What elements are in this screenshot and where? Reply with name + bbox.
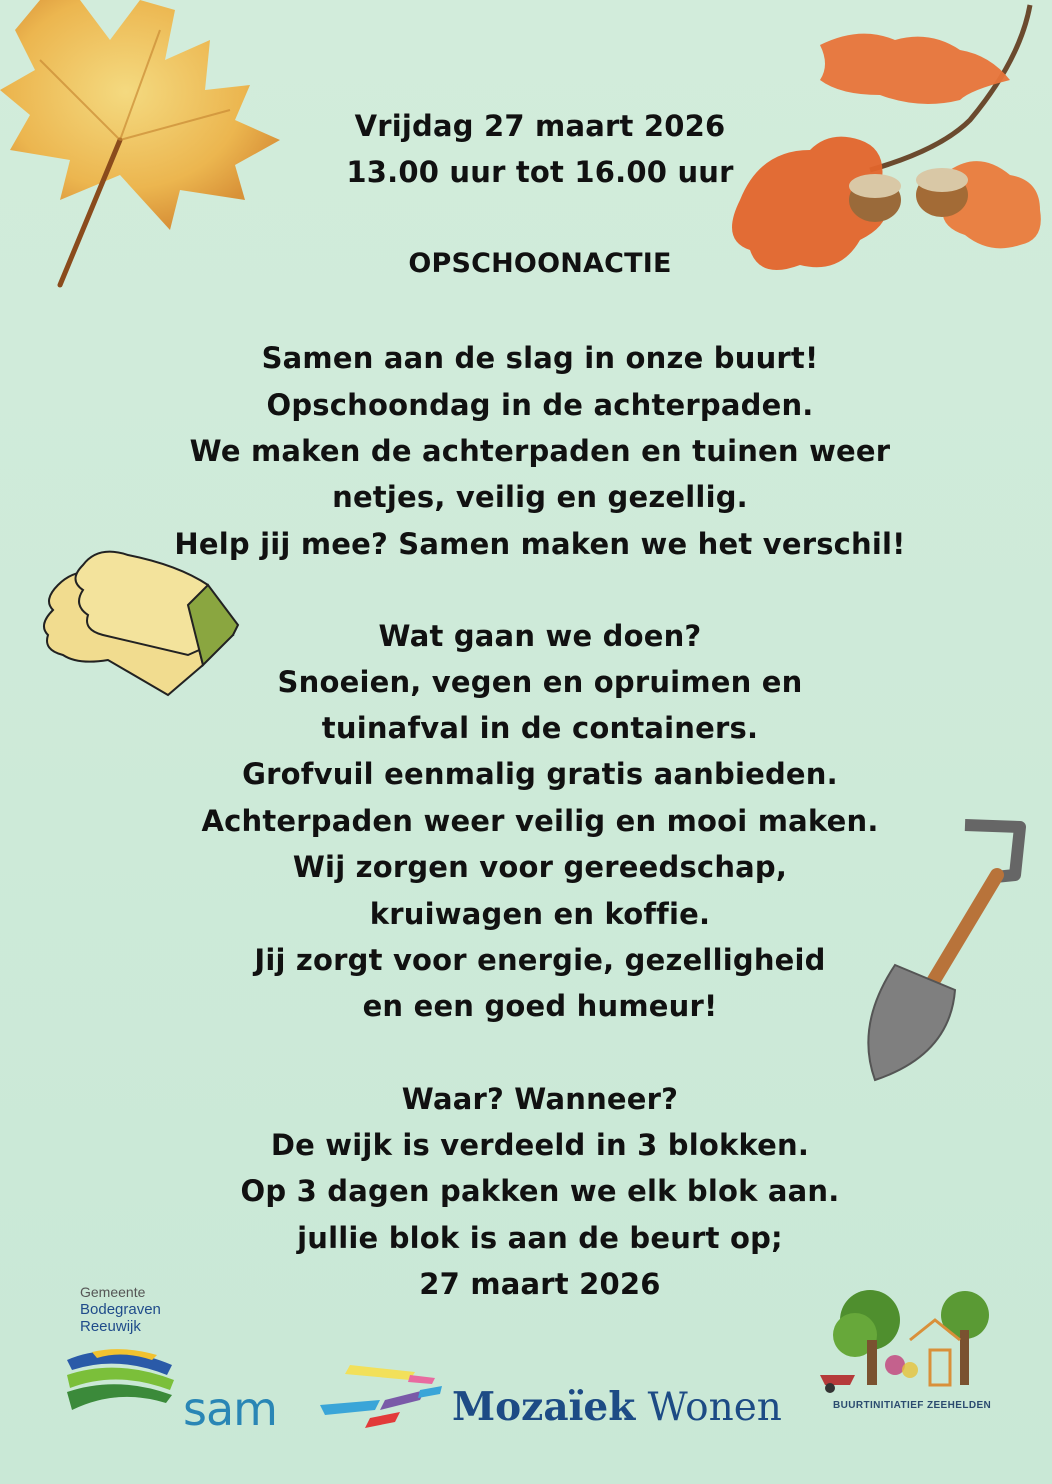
activities-line: Grofvuil eenmalig gratis aanbieden. <box>242 757 838 791</box>
maple-leaf-icon <box>0 0 300 290</box>
buurtinitiatief-logo-icon <box>815 1285 1005 1397</box>
mozaiek-wonen-logo <box>452 1384 782 1430</box>
activities-line: Achterpaden weer veilig en mooi maken. <box>201 804 879 838</box>
sam-logo: sam <box>183 1382 277 1436</box>
gemeente-name-2: Reeuwijk <box>80 1318 141 1335</box>
event-date: Vrijdag 27 maart 2026 <box>354 109 726 143</box>
gemeente-logo-icon <box>62 1340 177 1420</box>
mozaiek-logo-regular: Wonen <box>647 1385 782 1430</box>
where-line: Op 3 dagen pakken we elk blok aan. <box>240 1174 840 1208</box>
intro-line: Opschoondag in de achterpaden. <box>266 388 814 422</box>
activities-line: Wij zorgen voor gereedschap, <box>292 850 788 884</box>
activities-line: Snoeien, vegen en opruimen en <box>277 665 803 699</box>
event-time: 13.00 uur tot 16.00 uur <box>346 155 734 189</box>
activities-line: en een goed humeur! <box>362 989 718 1023</box>
activities-line: kruiwagen en koffie. <box>369 897 711 931</box>
activities-line: Jij zorgt voor energie, gezelligheid <box>254 943 826 977</box>
intro-line: netjes, veilig en gezellig. <box>332 480 748 514</box>
gemeente-label: Gemeente <box>80 1284 146 1300</box>
intro-line: Help jij mee? Samen maken we het verschil! <box>174 527 906 561</box>
intro-line: We maken de achterpaden en tuinen weer <box>189 434 891 468</box>
gemeente-logo-text <box>80 1284 161 1335</box>
where-line: jullie blok is aan de beurt op; <box>297 1221 783 1255</box>
where-line: De wijk is verdeeld in 3 blokken. <box>270 1128 810 1162</box>
mozaiek-logo-bold: Mozaïek <box>452 1384 636 1430</box>
intro-line: Samen aan de slag in onze buurt! <box>261 341 819 375</box>
activities-heading: Wat gaan we doen? <box>378 619 702 653</box>
buurtinitiatief-logo-text: BUURTINITIATIEF ZEEHELDEN <box>833 1400 992 1411</box>
gemeente-name-1: Bodegraven <box>80 1301 161 1318</box>
page-title: OPSCHOONACTIE <box>408 248 672 279</box>
activities-line: tuinafval in de containers. <box>321 711 759 745</box>
mozaiek-logo-icon <box>320 1360 445 1435</box>
where-line: 27 maart 2026 <box>419 1267 661 1301</box>
where-heading: Waar? Wanneer? <box>401 1082 679 1116</box>
